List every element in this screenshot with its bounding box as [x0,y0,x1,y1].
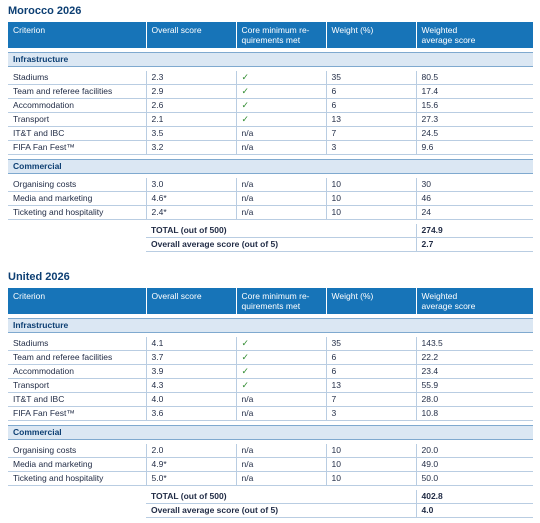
section-label: Infrastructure [8,53,533,67]
cell-weight: 7 [326,127,416,141]
average-row [8,504,533,518]
cell-core: n/a [236,141,326,155]
column-header: Core minimum re- quirements met [236,22,326,48]
column-header: Weight (%) [326,288,416,314]
cell-core: ✓ [236,99,326,113]
cell-core: ✓ [236,71,326,85]
cell-score: 3.0 [146,178,236,192]
cell-weight: 6 [326,85,416,99]
cell-score: 3.5 [146,127,236,141]
table-row [8,206,533,220]
cell-criterion: Transport [8,379,146,393]
cell-core: n/a [236,407,326,421]
cell-criterion: Accommodation [8,99,146,113]
cell-weight: 6 [326,351,416,365]
cell-weighted: 15.6 [416,99,533,113]
total-row [8,224,533,238]
section-header-row [8,160,533,174]
cell-weight: 10 [326,206,416,220]
table-row [8,141,533,155]
section-label: Infrastructure [8,319,533,333]
cell-criterion: Media and marketing [8,458,146,472]
table-row [8,407,533,421]
table-row [8,71,533,85]
table-row [8,337,533,351]
cell-core: ✓ [236,365,326,379]
cell-criterion: Ticketing and hospitality [8,472,146,486]
cell-core: n/a [236,178,326,192]
cell-weighted: 46 [416,192,533,206]
total-label: TOTAL (out of 500) [146,224,416,238]
cell-weight: 13 [326,113,416,127]
cell-weight: 3 [326,407,416,421]
cell-criterion: FIFA Fan Fest™ [8,407,146,421]
cell-weight: 10 [326,178,416,192]
cell-score: 3.7 [146,351,236,365]
cell-criterion: Media and marketing [8,192,146,206]
avg-label: Overall average score (out of 5) [146,238,416,252]
column-header: Core minimum re- quirements met [236,288,326,314]
cell-weighted: 55.9 [416,379,533,393]
cell-core: ✓ [236,379,326,393]
cell-score: 2.0 [146,444,236,458]
cell-weighted: 9.6 [416,141,533,155]
total-value: 274.9 [416,224,533,238]
cell-score: 2.1 [146,113,236,127]
cell-criterion: Team and referee facilities [8,351,146,365]
cell-weight: 3 [326,141,416,155]
column-header: Weighted average score [416,288,533,314]
table-row [8,178,533,192]
cell-criterion: Stadiums [8,71,146,85]
score-table [8,288,533,518]
cell-criterion: Ticketing and hospitality [8,206,146,220]
cell-weighted: 22.2 [416,351,533,365]
cell-weighted: 23.4 [416,365,533,379]
table-row [8,472,533,486]
cell-score: 3.2 [146,141,236,155]
cell-criterion: Transport [8,113,146,127]
cell-weight: 10 [326,192,416,206]
cell-core: n/a [236,458,326,472]
cell-weight: 35 [326,337,416,351]
avg-label: Overall average score (out of 5) [146,504,416,518]
cell-weight: 10 [326,458,416,472]
table-row [8,113,533,127]
cell-core: ✓ [236,351,326,365]
cell-weighted: 49.0 [416,458,533,472]
table-row [8,99,533,113]
column-header: Criterion [8,288,146,314]
column-header: Overall score [146,22,236,48]
cell-core: n/a [236,206,326,220]
cell-criterion: FIFA Fan Fest™ [8,141,146,155]
cell-criterion: Organising costs [8,178,146,192]
cell-weight: 7 [326,393,416,407]
cell-weighted: 24.5 [416,127,533,141]
cell-core: n/a [236,444,326,458]
cell-weighted: 50.0 [416,472,533,486]
table-row [8,379,533,393]
cell-weighted: 143.5 [416,337,533,351]
table-row [8,458,533,472]
total-value: 402.8 [416,490,533,504]
cell-core: n/a [236,393,326,407]
cell-score: 4.3 [146,379,236,393]
cell-core: ✓ [236,337,326,351]
section-header-row [8,53,533,67]
cell-criterion: Stadiums [8,337,146,351]
section-header-row [8,426,533,440]
total-label: TOTAL (out of 500) [146,490,416,504]
cell-score: 5.0* [146,472,236,486]
cell-core: ✓ [236,113,326,127]
cell-core: n/a [236,472,326,486]
cell-weight: 13 [326,379,416,393]
bid-title: United 2026 [8,271,70,283]
cell-score: 4.1 [146,337,236,351]
cell-criterion: Team and referee facilities [8,85,146,99]
cell-score: 3.6 [146,407,236,421]
cell-core: n/a [236,192,326,206]
section-label: Commercial [8,160,533,174]
cell-weight: 35 [326,71,416,85]
table-row [8,351,533,365]
cell-score: 2.9 [146,85,236,99]
cell-weight: 6 [326,365,416,379]
cell-weighted: 17.4 [416,85,533,99]
column-header: Criterion [8,22,146,48]
cell-score: 4.0 [146,393,236,407]
table-row [8,192,533,206]
column-header: Overall score [146,288,236,314]
cell-core: n/a [236,127,326,141]
cell-weighted: 20.0 [416,444,533,458]
cell-score: 2.6 [146,99,236,113]
cell-weighted: 27.3 [416,113,533,127]
cell-score: 2.3 [146,71,236,85]
cell-score: 3.9 [146,365,236,379]
average-row [8,238,533,252]
total-row [8,490,533,504]
column-header: Weighted average score [416,22,533,48]
cell-weighted: 10.8 [416,407,533,421]
cell-score: 2.4* [146,206,236,220]
header-row [8,22,533,48]
section-header-row [8,319,533,333]
cell-weight: 10 [326,444,416,458]
cell-weight: 10 [326,472,416,486]
table-row [8,365,533,379]
cell-score: 4.6* [146,192,236,206]
cell-weighted: 28.0 [416,393,533,407]
header-row [8,288,533,314]
table-row [8,85,533,99]
cell-score: 4.9* [146,458,236,472]
cell-criterion: Organising costs [8,444,146,458]
cell-weighted: 30 [416,178,533,192]
cell-weighted: 80.5 [416,71,533,85]
cell-core: ✓ [236,85,326,99]
cell-criterion: Accommodation [8,365,146,379]
bid-title: Morocco 2026 [8,5,82,17]
section-label: Commercial [8,426,533,440]
avg-value: 2.7 [416,238,533,252]
score-table [8,22,533,252]
cell-weighted: 24 [416,206,533,220]
table-row [8,393,533,407]
table-row [8,444,533,458]
cell-weight: 6 [326,99,416,113]
column-header: Weight (%) [326,22,416,48]
table-row [8,127,533,141]
avg-value: 4.0 [416,504,533,518]
cell-criterion: IT&T and IBC [8,127,146,141]
cell-criterion: IT&T and IBC [8,393,146,407]
